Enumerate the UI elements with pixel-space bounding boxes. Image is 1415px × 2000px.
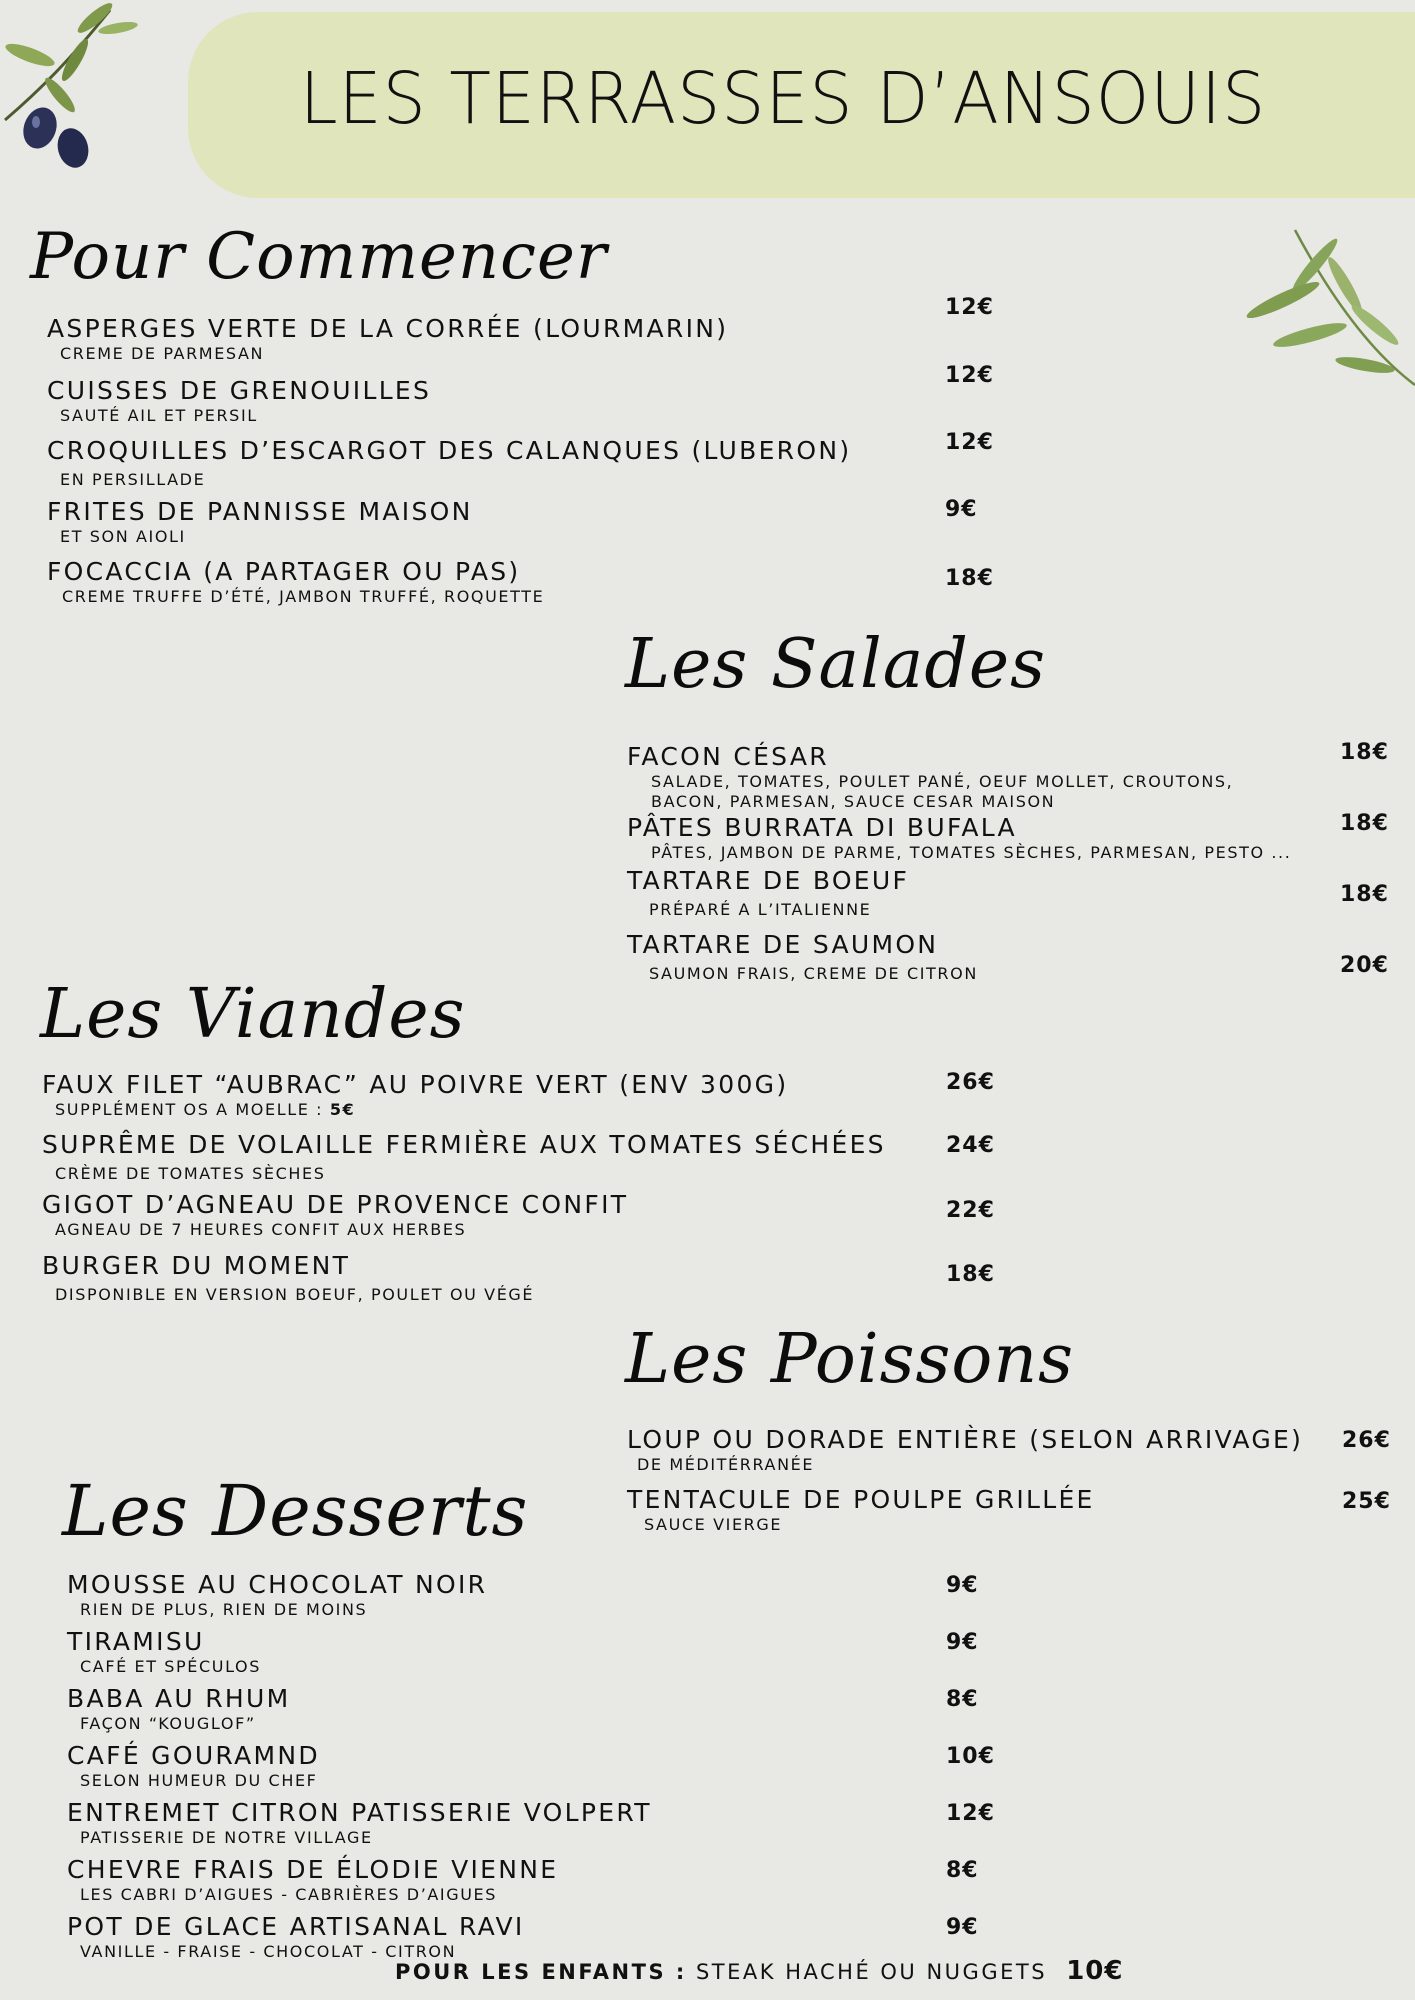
item-description: SAUMON FRAIS, CREME DE CITRON [649, 964, 978, 983]
item-name: TENTACULE DE POULPE GRILLÉE [627, 1485, 1095, 1514]
leaf-branch-icon [1235, 225, 1415, 395]
item-name: CHEVRE FRAIS DE ÉLODIE VIENNE [67, 1855, 559, 1884]
restaurant-title: LES TERRASSES D’ANSOUIS [299, 58, 1267, 141]
kids-text: STEAK HACHÉ OU NUGGETS [695, 1960, 1048, 1984]
item-description: PATISSERIE DE NOTRE VILLAGE [80, 1828, 373, 1847]
item-price: 12€ [945, 363, 994, 388]
olive-branch-icon [0, 0, 140, 175]
menu-item [627, 742, 1233, 812]
item-description-line2: BACON, PARMESAN, SAUCE CESAR MAISON [651, 792, 1056, 811]
menu-item [42, 1190, 628, 1240]
kids-label: POUR LES ENFANTS : [395, 1960, 687, 1984]
menu-item [627, 930, 978, 984]
item-name: SUPRÊME DE VOLAILLE FERMIÈRE AUX TOMATES SÉCHÉES [42, 1130, 886, 1159]
item-description: CREME TRUFFE D’ÉTÉ, JAMBON TRUFFÉ, ROQUETTE [62, 587, 545, 606]
item-price: 8€ [946, 1858, 979, 1883]
item-description: CRÈME DE TOMATES SÈCHES [55, 1164, 326, 1183]
menu-item [67, 1855, 558, 1905]
menu-item [47, 436, 851, 490]
item-description: CAFÉ ET SPÉCULOS [80, 1657, 261, 1676]
item-name: CAFÉ GOURAMND [67, 1741, 320, 1770]
menu-item [67, 1912, 525, 1962]
section-heading-poissons: Les Poissons [625, 1320, 1075, 1399]
item-name: TARTARE DE BOEUF [627, 866, 910, 895]
menu-item [67, 1570, 487, 1620]
menu-item [42, 1070, 788, 1120]
menu-item [627, 813, 1291, 863]
item-price: 12€ [945, 430, 994, 455]
item-name: BABA AU RHUM [67, 1684, 291, 1713]
item-description: EN PERSILLADE [60, 470, 206, 489]
item-description: PRÉPARÉ A L’ITALIENNE [649, 900, 872, 919]
item-name: CUISSES DE GRENOUILLES [47, 376, 432, 405]
section-heading-commencer: Pour Commencer [30, 220, 608, 294]
item-description: LES CABRI D’AIGUES - CABRIÈRES D’AIGUES [80, 1885, 498, 1904]
item-price: 8€ [946, 1687, 979, 1712]
item-price: 10€ [946, 1744, 995, 1769]
kids-price: 10€ [1066, 1956, 1124, 1986]
menu-item [67, 1627, 261, 1677]
menu-item [42, 1251, 534, 1305]
item-description: SELON HUMEUR DU CHEF [80, 1771, 318, 1790]
menu-item [627, 866, 909, 920]
item-price: 12€ [945, 295, 994, 320]
item-price: 9€ [946, 1915, 979, 1940]
item-price: 9€ [946, 1573, 979, 1598]
item-name: MOUSSE AU CHOCOLAT NOIR [67, 1570, 488, 1599]
menu-item [67, 1798, 652, 1848]
item-name: FACON CÉSAR [627, 742, 829, 771]
item-name: FOCACCIA (A PARTAGER OU PAS) [47, 557, 521, 586]
item-description: FAÇON “KOUGLOF” [80, 1714, 256, 1733]
item-name: BURGER DU MOMENT [42, 1251, 351, 1280]
item-price: 24€ [946, 1133, 995, 1158]
menu-item [627, 1485, 1095, 1535]
item-description: SAUTÉ AIL ET PERSIL [60, 406, 258, 425]
item-price: 18€ [1340, 811, 1389, 836]
section-heading-desserts: Les Desserts [62, 1470, 529, 1552]
item-name: FAUX FILET “AUBRAC” AU POIVRE VERT (ENV 300G) [42, 1070, 789, 1099]
supplement-label: SUPPLÉMENT OS A MOELLE : [55, 1100, 324, 1119]
item-price: 25€ [1342, 1489, 1391, 1514]
item-description: RIEN DE PLUS, RIEN DE MOINS [80, 1600, 368, 1619]
item-price: 18€ [1340, 740, 1389, 765]
item-description [55, 1100, 788, 1120]
item-name: FRITES DE PANNISSE MAISON [47, 497, 473, 526]
item-name: ASPERGES VERTE DE LA CORRÉE (LOURMARIN) [47, 314, 729, 343]
item-description: DISPONIBLE EN VERSION BOEUF, POULET OU VÉGÉ [55, 1285, 535, 1304]
item-description: DE MÉDITÉRRANÉE [637, 1455, 815, 1474]
menu-item [47, 557, 544, 607]
menu-item [42, 1130, 886, 1184]
item-price: 12€ [946, 1801, 995, 1826]
item-name: LOUP OU DORADE ENTIÈRE (SELON ARRIVAGE) [627, 1425, 1304, 1454]
menu-item [47, 497, 473, 547]
item-name: TIRAMISU [67, 1627, 205, 1656]
item-name: PÂTES BURRATA DI BUFALA [627, 813, 1017, 842]
item-name: TARTARE DE SAUMON [627, 930, 939, 959]
supplement-price: 5€ [329, 1100, 356, 1119]
item-description: VANILLE - FRAISE - CHOCOLAT - CITRON [80, 1942, 457, 1961]
item-price: 9€ [945, 497, 978, 522]
item-description: PÂTES, JAMBON DE PARME, TOMATES SÈCHES, PARMESAN, PESTO ... [651, 843, 1292, 862]
item-description: SAUCE VIERGE [644, 1515, 783, 1534]
item-name: GIGOT D’AGNEAU DE PROVENCE CONFIT [42, 1190, 629, 1219]
menu-item [67, 1684, 290, 1734]
item-price: 26€ [1342, 1428, 1391, 1453]
section-heading-viandes: Les Viandes [40, 975, 466, 1054]
item-price: 18€ [1340, 882, 1389, 907]
menu-item [47, 314, 728, 364]
item-name: ENTREMET CITRON PATISSERIE VOLPERT [67, 1798, 652, 1827]
item-price: 18€ [946, 1262, 995, 1287]
item-description: CREME DE PARMESAN [60, 344, 265, 363]
item-description: AGNEAU DE 7 HEURES CONFIT AUX HERBES [55, 1220, 467, 1239]
menu-item [67, 1741, 320, 1791]
menu-item [47, 376, 431, 426]
item-price: 9€ [946, 1630, 979, 1655]
item-name: CROQUILLES D’ESCARGOT DES CALANQUES (LUBERON) [47, 436, 852, 465]
item-price: 22€ [946, 1198, 995, 1223]
item-price: 18€ [945, 566, 994, 591]
item-description: ET SON AIOLI [60, 527, 186, 546]
kids-menu-line [395, 1956, 1124, 1986]
menu-item [627, 1425, 1303, 1475]
item-name: POT DE GLACE ARTISANAL RAVI [67, 1912, 525, 1941]
item-description: SALADE, TOMATES, POULET PANÉ, OEUF MOLLET, CROUTONS, [651, 772, 1234, 791]
section-heading-salades: Les Salades [625, 625, 1046, 704]
item-price: 26€ [946, 1070, 995, 1095]
item-price: 20€ [1340, 953, 1389, 978]
